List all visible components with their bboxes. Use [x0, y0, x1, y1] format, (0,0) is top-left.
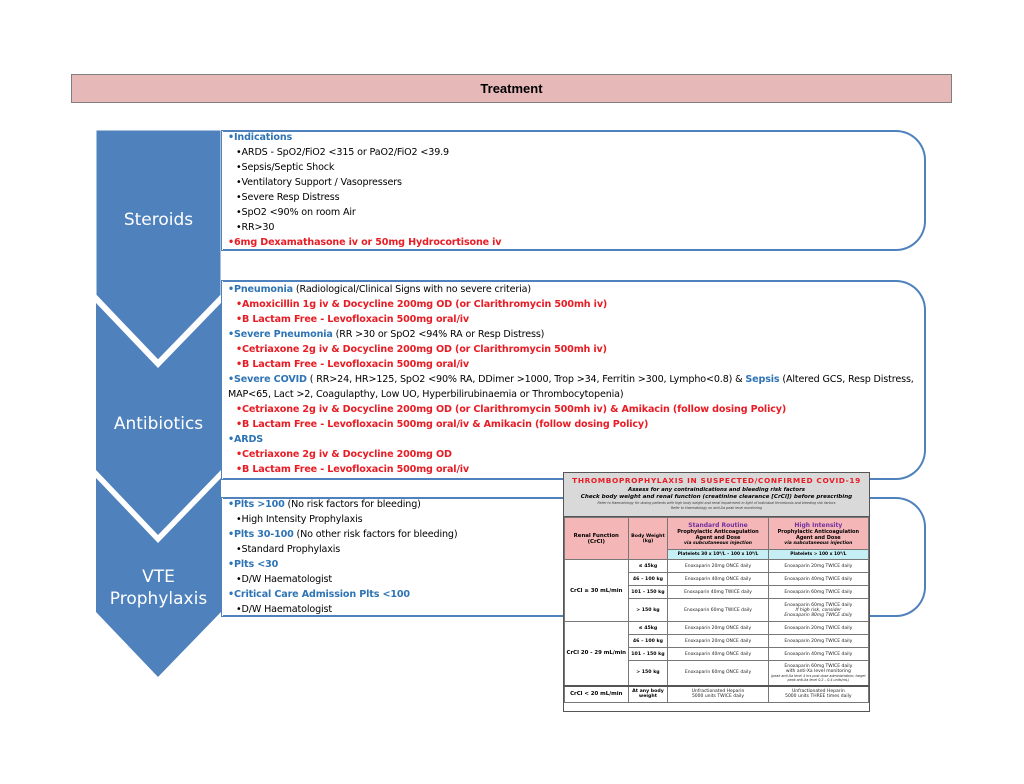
dose-cell: Enoxaparin 40mg TWICE daily — [768, 573, 868, 586]
severe-pneumonia-rx: •Cetriaxone 2g iv & Docycline 200mg OD (or Clarithromycin 500mh iv) — [236, 344, 607, 355]
dose-cell: Enoxaparin 60mg TWICE daily — [668, 599, 768, 622]
chevron-label-vte — [96, 566, 221, 610]
steroids-item: •Severe Resp Distress — [236, 192, 340, 203]
ards-head: •ARDS — [228, 434, 264, 445]
vte-item: •D/W Haematologist — [236, 604, 333, 615]
ards-rx: •B Lactam Free - Levofloxacin 500mg oral/iv — [236, 464, 470, 475]
table-header-block — [564, 473, 869, 517]
platelets-high: Platelets > 100 x 10⁹/L — [768, 550, 868, 560]
dose-cell: Enoxaparin 20mg TWICE daily — [768, 560, 868, 573]
steroids-panel-edge — [221, 130, 223, 251]
severe-covid-rx: •Cetriaxone 2g iv & Docycline 200mg OD (or Clarithromycin 500mh iv) & Amikacin (follow dosing Policy) — [236, 404, 787, 415]
dose-cell: Enoxaparin 40mg TWICE daily — [668, 586, 768, 599]
steroids-content — [228, 130, 501, 250]
critical-care-line: •Critical Care Admission Plts <100 — [228, 589, 410, 600]
vte-label-line1: VTE — [142, 567, 175, 587]
chevron-label-antibiotics: Antibiotics — [113, 414, 204, 434]
antibiotics-panel-edge — [221, 280, 223, 480]
dose-cell: Enoxaparin 40mg ONCE daily — [668, 648, 768, 661]
weight-cell: ≤ 45kg — [628, 560, 668, 573]
dose-cell: Enoxaparin 60mg ONCE daily — [668, 661, 768, 686]
weight-cell: At any body weight — [628, 686, 668, 703]
weight-cell: 101 – 150 kg — [628, 648, 668, 661]
table-row — [565, 686, 869, 703]
table-title: THROMBOPROPHYLAXIS IN SUSPECTED/CONFIRMED COVID-19 — [572, 476, 861, 485]
pneumonia-line: •Pneumonia (Radiological/Clinical Signs with no severe criteria) — [228, 284, 531, 295]
dose-cell: Enoxaparin 60mg TWICE daily If high risk, consider Enoxaparin 80mg TWICE daily — [768, 599, 868, 622]
ards-rx: •Cetriaxone 2g iv & Docycline 200mg OD — [236, 449, 452, 460]
steroids-indications-head: •Indications — [228, 132, 293, 143]
plts-30-100-line: •Plts 30-100 (No other risk factors for bleeding) — [228, 529, 458, 540]
dose-cell: Unfractionated Heparin 5000 units THREE times daily — [768, 686, 868, 703]
table-subtitle: Check body weight and renal function (creatinine clearance [CrCl]) before prescribing — [580, 494, 853, 500]
table-row — [565, 560, 869, 573]
steroids-item: •RR>30 — [236, 222, 275, 233]
severe-covid-rx: •B Lactam Free - Levofloxacin 500mg oral/iv & Amikacin (follow dosing Policy) — [236, 419, 649, 430]
dose-cell: Enoxaparin 40mg ONCE daily — [668, 573, 768, 586]
severe-covid-line: •Severe COVID ( RR>24, HR>125, SpO2 <90% RA, DDimer >1000, Trop >34, Ferritin >300, Lympho<0.8) & Sepsis (Altered GCS, Resp Distress, — [228, 374, 914, 385]
weight-cell: 46 – 100 kg — [628, 635, 668, 648]
steroids-treatment: •6mg Dexamathasone iv or 50mg Hydrocortisone iv — [228, 237, 502, 248]
dose-cell: Unfractionated Heparin 5000 units TWICE daily — [668, 686, 768, 703]
plts-lt30-line: •Plts <30 — [228, 559, 279, 570]
platelets-standard: Platelets 30 x 10⁹/L – 100 x 10⁹/L — [668, 550, 768, 560]
steroids-item: •Ventilatory Support / Vasopressers — [236, 177, 402, 188]
vte-content — [228, 497, 457, 617]
table-note: Refer to Haematology on anti-Xa peak level monitoring — [670, 506, 763, 510]
dose-cell: Enoxaparin 20mg ONCE daily — [668, 560, 768, 573]
table-note: Refer to Haematology for dosing patients with high body weight and renal impairment in light of individual thrombosis and bleeding risk factors — [597, 501, 836, 505]
renal-cell: CrCl 20 - 29 mL/min — [565, 622, 629, 686]
vte-item: •High Intensity Prophylaxis — [236, 514, 363, 525]
steroids-item: •SpO2 <90% on room Air — [236, 207, 356, 218]
weight-cell: 46 – 100 kg — [628, 573, 668, 586]
dose-cell: Enoxaparin 20mg ONCE daily — [668, 622, 768, 635]
vte-label-line2: Prophylaxis — [109, 589, 208, 609]
dose-cell: Enoxaparin 20mg ONCE daily — [668, 635, 768, 648]
chevron-label-steroids: Steroids — [123, 210, 194, 230]
dose-cell: Enoxaparin 40mg TWICE daily — [768, 648, 868, 661]
pneumonia-rx: •B Lactam Free - Levofloxacin 500mg oral/iv — [236, 314, 470, 325]
renal-cell: CrCl < 20 mL/min — [565, 686, 629, 703]
weight-cell: ≤ 45kg — [628, 622, 668, 635]
weight-cell: > 150 kg — [628, 599, 668, 622]
vte-panel-edge — [221, 497, 223, 617]
table-row — [565, 622, 869, 635]
severe-pneumonia-line: •Severe Pneumonia (RR >30 or SpO2 <94% RA or Resp Distress) — [228, 329, 545, 340]
thromboprophylaxis-table — [563, 472, 870, 712]
col-header-high: High Intensity Prophylactic Anticoagulation Agent and Dose via subcutaneous injection — [768, 518, 868, 550]
vte-item: •D/W Haematologist — [236, 574, 333, 585]
weight-cell: 101 – 150 kg — [628, 586, 668, 599]
page-title: Treatment — [480, 81, 543, 96]
dose-cell: Enoxaparin 20mg TWICE daily — [768, 635, 868, 648]
steroids-item: •Sepsis/Septic Shock — [236, 162, 335, 173]
renal-cell: CrCl ≥ 30 mL/min — [565, 560, 629, 622]
dose-cell: Enoxaparin 60mg TWICE daily — [768, 586, 868, 599]
vte-item: •Standard Prophylaxis — [236, 544, 341, 555]
table-subtitle: Assess for any contraindications and bleeding risk factors — [628, 487, 805, 493]
plts-gt100-line: •Plts >100 (No risk factors for bleeding) — [228, 499, 421, 510]
severe-pneumonia-rx: •B Lactam Free - Levofloxacin 500mg oral/iv — [236, 359, 470, 370]
weight-cell: > 150 kg — [628, 661, 668, 686]
col-header-renal: Renal Function (CrCl) — [565, 518, 629, 560]
col-header-weight: Body Weight (kg) — [628, 518, 668, 560]
pneumonia-rx: •Amoxicillin 1g iv & Docycline 200mg OD (or Clarithromycin 500mh iv) — [236, 299, 608, 310]
severe-covid-line2: MAP<65, Lact >2, Coagulapthy, Low UO, Hyperbilirubinaemia or Thrombocytopenia) — [228, 389, 624, 400]
dose-table — [564, 517, 869, 703]
dose-cell: Enoxaparin 20mg TWICE daily — [768, 622, 868, 635]
antibiotics-content — [228, 282, 914, 477]
steroids-item: •ARDS - SpO2/FiO2 <315 or PaO2/FiO2 <39.9 — [236, 147, 450, 158]
col-header-standard: Standard Routine Prophylactic Anticoagulation Agent and Dose via subcutaneous injection — [668, 518, 768, 550]
dose-cell: Enoxaparin 60mg TWICE daily with anti-Xa level monitoring (peak anti-Xa level 4 hrs post dose administration; target peak anti-Xa level 0.2 – 0.4 units/mL) — [768, 661, 868, 686]
